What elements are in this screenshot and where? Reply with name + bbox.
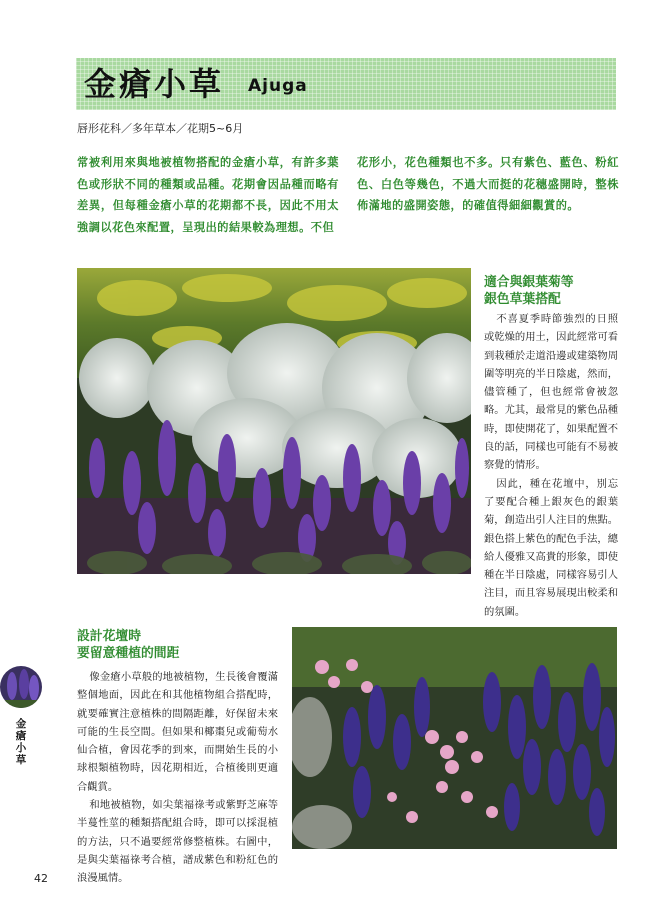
paragraph: 因此，種在花壇中，別忘了要配合種上銀灰色的銀葉菊，創造出引人注目的焦點。銀色搭上紫色的配色手法，總給人優雅又高貴的形象，即使種在半日陰處，同樣容易引人注目，而且容易展現出較柔和的氛圍。 xyxy=(484,477,618,618)
plant-meta: 唇形花科／多年草本／花期5~6月 xyxy=(77,122,244,135)
section-heading-line: 銀色草葉搭配 xyxy=(484,292,561,307)
ajuga-phlox-photo xyxy=(292,627,617,849)
section-heading-silver-pairing xyxy=(484,274,624,308)
latin-name: Ajuga xyxy=(248,76,308,96)
section-heading-line: 要留意種植的間距 xyxy=(77,646,180,661)
ajuga-silver-foliage-photo xyxy=(77,268,471,574)
paragraph: 不喜夏季時節強烈的日照或乾燥的用土，因此經常可看到栽種於走道沿邊或建築物周圍等明亮的半日陰處，然而，儘管種了，但也經常會被忽略。尤其，最常見的紫色品種時，即使開花了，如果配置不良的話，同樣也可能有不易被察覺的情形。 xyxy=(484,313,618,472)
page-title: 金瘡小草 xyxy=(84,65,225,103)
section-heading-spacing xyxy=(77,628,277,662)
paragraph: 像金瘡小草般的地被植物，生長後會覆滿整個地面，因此在和其他植物組合搭配時，就要確實注意植株的間隔距離，好保留未來可能的生長空間。但如果和椰棗兒或葡萄水仙合植，會因花季的到來，而開始生長的小球根類植物時，因花期相近，合植後則更適合觀賞。 xyxy=(77,671,278,793)
section-heading-line: 適合與銀葉菊等 xyxy=(484,275,574,290)
section-heading-line: 設計花壇時 xyxy=(77,629,141,644)
side-thumbnail xyxy=(0,666,42,708)
side-chapter-label: 金瘡小草 xyxy=(15,718,27,766)
section-body-spacing xyxy=(77,668,278,888)
intro-text-right: 花形小，花色種類也不多。只有紫色、藍色、粉紅色、白色等幾色，不過大而挺的花穗盛開時，整株佈滿地的盛開姿態，的確值得細細觀賞的。 xyxy=(357,156,619,212)
paragraph: 和地被植物，如尖葉福祿考或紫野芝麻等半蔓性莖的種類搭配組合時，即可以採混植的方法，只不過要經常修整植株。右圖中，是與尖葉福祿考合植，譜成紫色和粉紅色的浪漫風情。 xyxy=(77,799,278,885)
section-body-silver-pairing xyxy=(484,310,618,621)
page-number: 42 xyxy=(34,872,48,885)
intro-text-left: 常被利用來與地被植物搭配的金瘡小草，有許多葉色或形狀不同的種類或品種。花期會因品種而略有差異，但每種金瘡小草的花期都不長，因此不用太強調以花色來配置，呈現出的結果較為理想。不但 xyxy=(77,156,339,234)
title-banner xyxy=(76,58,616,110)
